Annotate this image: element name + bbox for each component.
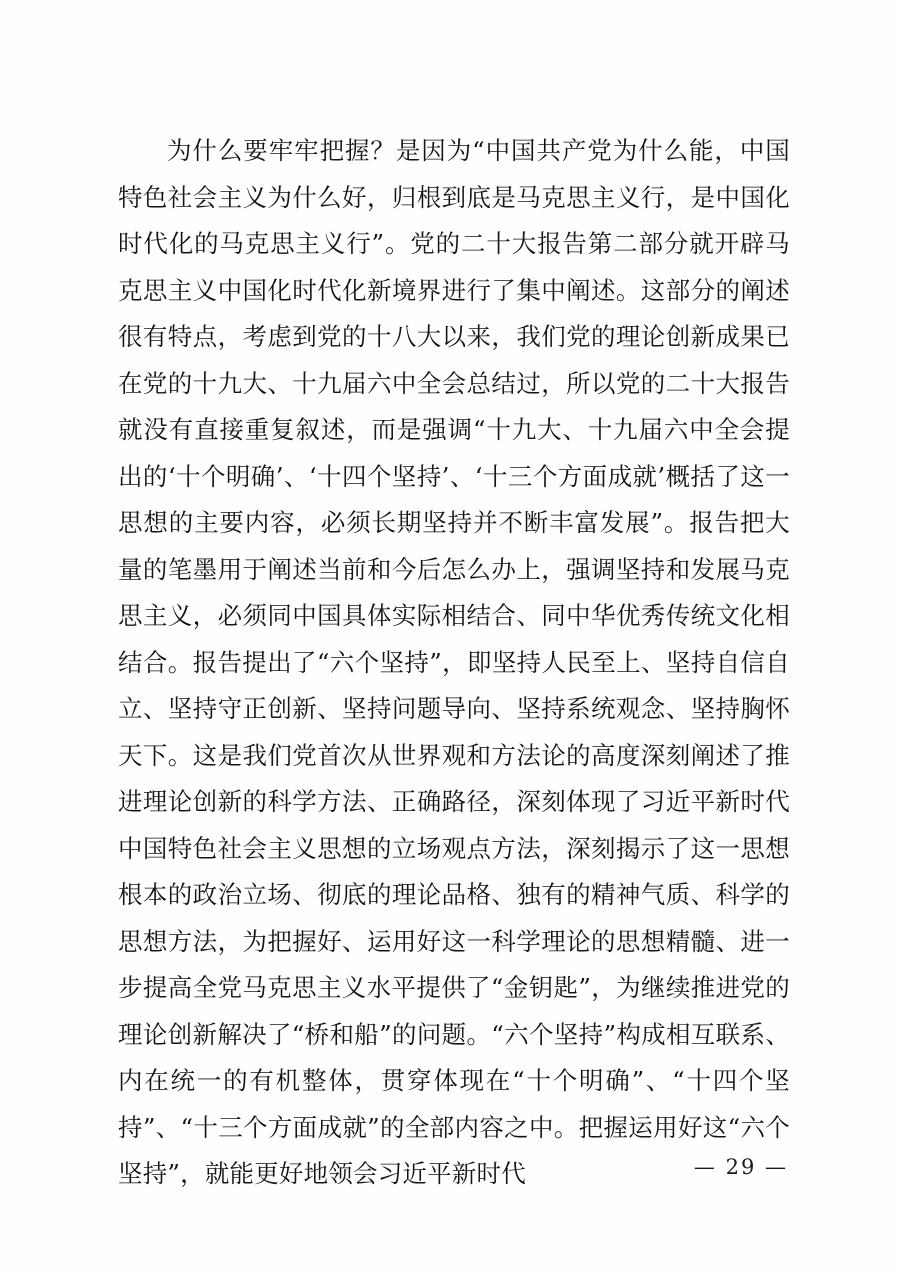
page-number: — 29 — [693, 1155, 788, 1179]
body-text-block [118, 128, 790, 1198]
page-footer [0, 1155, 900, 1179]
body-paragraph: 为什么要牢牢把握？是因为“中国共产党为什么能，中国特色社会主义为什么好，归根到底是马克思主义行，是中国化时代化的马克思主义行”。党的二十大报告第二部分就开辟马克思主义中国化时代化新境界进行了集中阐述。这部分的阐述很有特点，考虑到党的十八大以来，我们党的理论创新成果已在党的十九大、十九届六中全会总结过，所以党的二十大报告就没有直接重复叙述，而是强调“十九大、十九届六中全会提出的‘十个明确’、‘十四个坚持’、‘十三个方面成就’概括了这一思想的主要内容，必须长期坚持并不断丰富发展”。报告把大量的笔墨用于阐述当前和今后怎么办上，强调坚持和发展马克思主义，必须同中国具体实际相结合、同中华优秀传统文化相结合。报告提出了“六个坚持”，即坚持人民至上、坚持自信自立、坚持守正创新、坚持问题导向、坚持系统观念、坚持胸怀天下。这是我们党首次从世界观和方法论的高度深刻阐述了推进理论创新的科学方法、正确路径，深刻体现了习近平新时代中国特色社会主义思想的立场观点方法，深刻揭示了这一思想根本的政治立场、彻底的理论品格、独有的精神气质、科学的思想方法，为把握好、运用好这一科学理论的思想精髓、进一步提高全党马克思主义水平提供了“金钥匙”，为继续推进党的理论创新解决了“桥和船”的问题。“六个坚持”构成相互联系、内在统一的有机整体，贯穿体现在“十个明确”、“十四个坚持”、“十三个方面成就”的全部内容之中。把握运用好这“六个坚持”，就能更好地领会习近平新时代 [118, 136, 790, 1188]
